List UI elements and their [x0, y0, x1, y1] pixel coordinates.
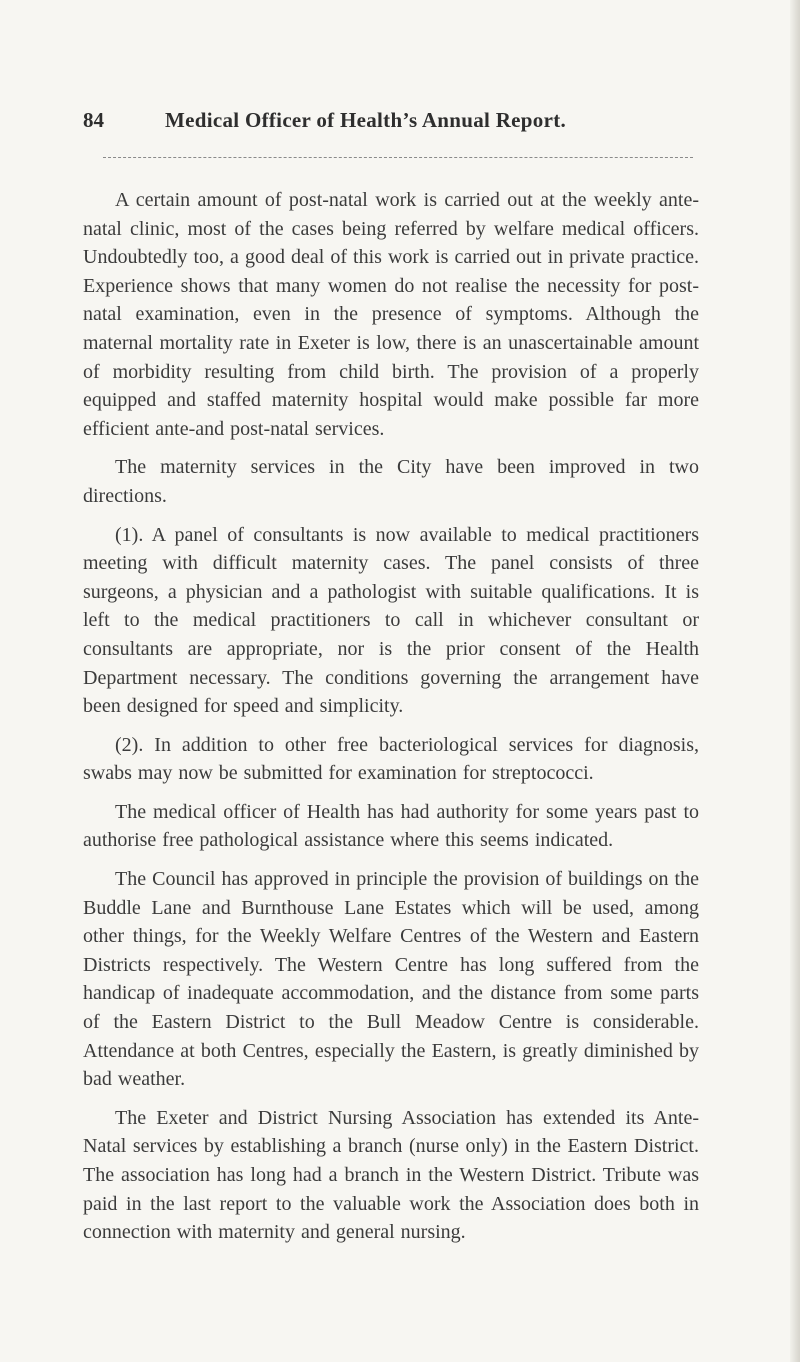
running-title: Medical Officer of Health’s Annual Report. — [165, 108, 567, 132]
paragraph-bacteriological-services: (2). In addition to other free bacteriological services for diagnosis, swabs may now be submitted for examination for streptococci. — [83, 733, 699, 785]
header-divider — [103, 157, 693, 158]
paragraph-pathological-assistance: The medical officer of Health has had authority for some years past to authorise free pathological assistance where this seems indicated. — [83, 800, 699, 852]
paragraph-welfare-centres: The Council has approved in principle the provision of buildings on the Buddle Lane and Burnthouse Lane Estates which will be used, among other things, for the Weekly Welfare Centres of the Western and Eastern Districts respectively. The Western Centre has long suffered from the handicap of inadequate accommodation, and the distance from some parts of the Eastern District to the Bull Meadow Centre is considerable. Attendance at both Centres, especially the Eastern, is greatly diminished by bad weather. — [83, 868, 699, 1091]
page-number: 84 — [83, 108, 104, 132]
paragraph-maternity-services: The maternity services in the City have been improved in two directions. — [83, 456, 699, 507]
paragraph-post-natal-work: A certain amount of post-natal work is carried out at the weekly ante-natal clinic, most of the cases being referred by welfare medical officers. Undoubtedly too, a good deal of this work is carried out in private practice. Experience shows that many women do not realise the necessity for post-natal examination, even in the presence of symptoms. Although the maternal mortality rate in Exeter is low, there is an unascertainable amount of morbidity resulting from child birth. The provision of a properly equipped and staffed maternity hospital would make possible far more efficient ante-and post-natal services. — [83, 189, 699, 440]
body-text — [83, 186, 699, 1247]
page-header — [83, 108, 703, 148]
page-edge-shadow — [790, 0, 800, 1362]
paragraph-nursing-association: The Exeter and District Nursing Association has extended its Ante-Natal services by establishing a branch (nurse only) in the Eastern District. The association has long had a branch in the Western District. Tribute was paid in the last report to the valuable work the Association does both in connection with maternity and general nursing. — [83, 1106, 699, 1244]
paragraph-panel-of-consultants: (1). A panel of consultants is now available to medical practitioners meeting with difficult maternity cases. The panel consists of three surgeons, a physician and a pathologist with suitable qualifications. It is left to the medical practitioners to call in whichever consultant or consultants are appropriate, nor is the prior consent of the Health Department necessary. The conditions governing the arrangement have been designed for speed and simplicity. — [83, 523, 699, 718]
